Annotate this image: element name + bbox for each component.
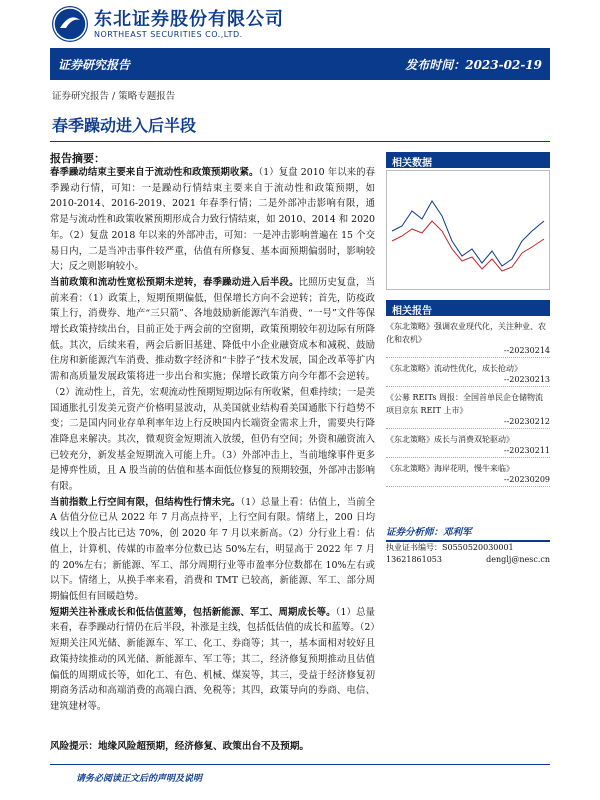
paragraph-text: 比照历史复盘，当前来看：（1）政策上，短期预期偏低，但保增长方向不会逆转；首先，防疫政策上行，消费券、地产“三只箭”、各地鼓励新能源汽车消费、“一号”文件等保增长政策持续出台，目前正处于两会前的空窗期，政策预期较年初边际有所降低。其次，后续来看，两会后新旧基建、降低中小企业融资成本和减税、鼓励住房和新能源汽车消费、推动数字经济和“卡脖子”技术发展，国企改革等扩内需和高质量发展政策将进一步出台和实施；保增长政策方向今年都不会逆转。（2）流动性上，首先，宏观流动性预期短期边际有所收紧，但难持续；一是美国通胀扎引发美元资产价格明显波动，从美国就业结构看美国通胀下行趋势不变；二是国内同业存单利率年边上行反映国内长端资金需求上升，需要央行降准降息来解决。其次，微观资金短期流入放缓，但仍有空间；外资和融资流入已较充分，新发基金短期流入可能上升。（3）外部冲击上，当前地缘事件更多是博弈性质，且 A 股当前的估值和基本面低位修复的预期较强，外部冲击影响有限。 (50, 276, 375, 493)
paragraph-text: （1）复盘 2010 年以来的春季躁动行情，可知：一是躁动行情结束主要来自于流动性和政策预期，如 2010-2014、2016-2019、2021 年春季行情；二是外部冲击影响有限，通常是与流动性和政策收紧预期形成合力致行情结束，如 2010、2014 和 2020 年。（2）复盘 2018 年以来的外部冲击，可知：一是冲击影响普遍在 15 个交易日内，二是当冲击事件较严重，估值有所修复、基本面预期偏弱时，影响较大；反之则影响较小。 (50, 167, 375, 273)
report-link[interactable]: 《公募 REITs 周报：全国首单民企仓储物流项目京东 REIT 上市》 (386, 393, 543, 415)
paragraph-text: （1）总量上看：估值上，当前全 A 估值分位已从 2022 年 7 月高点持平，上行空间有限。情绪上，200 日均线以上个股占比已达 70%，创 2020 年 7 月以来新高。（2）分行业上看：估值上，计算机、传媒的市盈率分位数已达 50%左右，明显高于 2022 年 7 月的 20%左右；新能源、军工、部分周期行业等市盈率分位数都在 10%左右或以下。情绪上，从换手率来看，消费和 TMT 已较高，新能源、军工、部分周期偏低但有回暖趋势。 (50, 496, 375, 602)
summary-paragraph (50, 605, 375, 715)
report-date: --20230209 (386, 475, 550, 487)
analyst-heading: 证券分析师：邓利军 (386, 527, 550, 542)
company-name-cn: 东北证券股份有限公司 (94, 8, 284, 30)
footer-disclaimer: 请务必阅读正文后的声明及说明 (76, 774, 203, 784)
analyst-email[interactable]: denglj@nesc.cn (486, 555, 550, 564)
publish-date: 发布时间：2023-02-19 (405, 57, 542, 72)
risk-warning (50, 738, 309, 752)
summary-paragraph (50, 495, 375, 605)
risk-lead: 风险提示： (50, 741, 98, 752)
summary-body (50, 165, 375, 715)
footer-divider (50, 764, 550, 765)
analyst-info (386, 527, 550, 566)
breadcrumb: 证券研究报告 / 策略专题报告 (52, 91, 176, 102)
paragraph-lead: 当前指数上行空间有限，但结构性行情未完。 (50, 496, 241, 508)
related-data-heading: 相关数据 (386, 152, 550, 168)
logo-icon (52, 6, 88, 42)
report-date: --20230213 (386, 375, 550, 387)
report-date: --20230214 (386, 346, 550, 358)
report-link[interactable]: 《东北策略》海岸花明，慢牛来临》 (386, 464, 514, 473)
summary-paragraph (50, 165, 375, 275)
report-link[interactable]: 《东北策略》成长与消费双轮驱动》 (386, 435, 514, 444)
paragraph-lead: 当前政策和流动性宽松预期未逆转，春季躁动进入后半段。 (50, 276, 299, 288)
risk-text: 地缘风险超预期，经济修复、政策出台不及预期。 (97, 741, 310, 752)
report-link[interactable]: 《东北策略》流动性优化，成长抢动》 (386, 364, 522, 373)
summary-heading: 报告摘要： (50, 152, 105, 165)
report-title: 春季躁动进入后半段 (52, 116, 197, 135)
analyst-license: 执业证书编号：S0550520030001 (386, 543, 514, 552)
related-reports (386, 300, 550, 487)
report-date: --20230211 (386, 446, 550, 458)
paragraph-lead: 短期关注补涨成长和低估值蓝筹，包括新能源、军工、周期成长等。 (50, 606, 336, 618)
company-name-en: NORTHEAST SECURITIES CO.,LTD. (94, 29, 243, 39)
paragraph-lead: 春季躁动结束主要来自于流动性和政策预期收紧。 (50, 167, 259, 178)
report-link[interactable]: 《东北策略》强调农业现代化，关注种业、农化和农机》 (386, 322, 546, 344)
paragraph-text: （1）总量来看，春季躁动行情仍在后半段，补涨是主线，包括低估值的成长和蓝筹。（2）短期关注风光储、新能源车、军工、化工、券商等；其一，基本面相对较好且政策持续推动的风光储、新能源车、军工等；其二，经济修复预期推动且估值偏低的周期成长等，如化工、有色、机械、煤炭等，其三，受益于经济修复初期商务活动和高端消费的高端白酒、免税等；其四，政策导向的券商、电信、建筑建材等。 (50, 606, 375, 712)
company-logo (52, 6, 284, 42)
title-divider (50, 141, 550, 142)
banner-report-type: 证券研究报告 (58, 57, 131, 72)
related-reports-heading: 相关报告 (386, 300, 550, 316)
related-data-chart (386, 170, 550, 290)
report-banner (50, 48, 550, 80)
report-date: --20230212 (386, 417, 550, 429)
sidebar (386, 152, 550, 566)
analyst-phone: 13621861053 (386, 555, 442, 564)
summary-paragraph (50, 275, 375, 495)
